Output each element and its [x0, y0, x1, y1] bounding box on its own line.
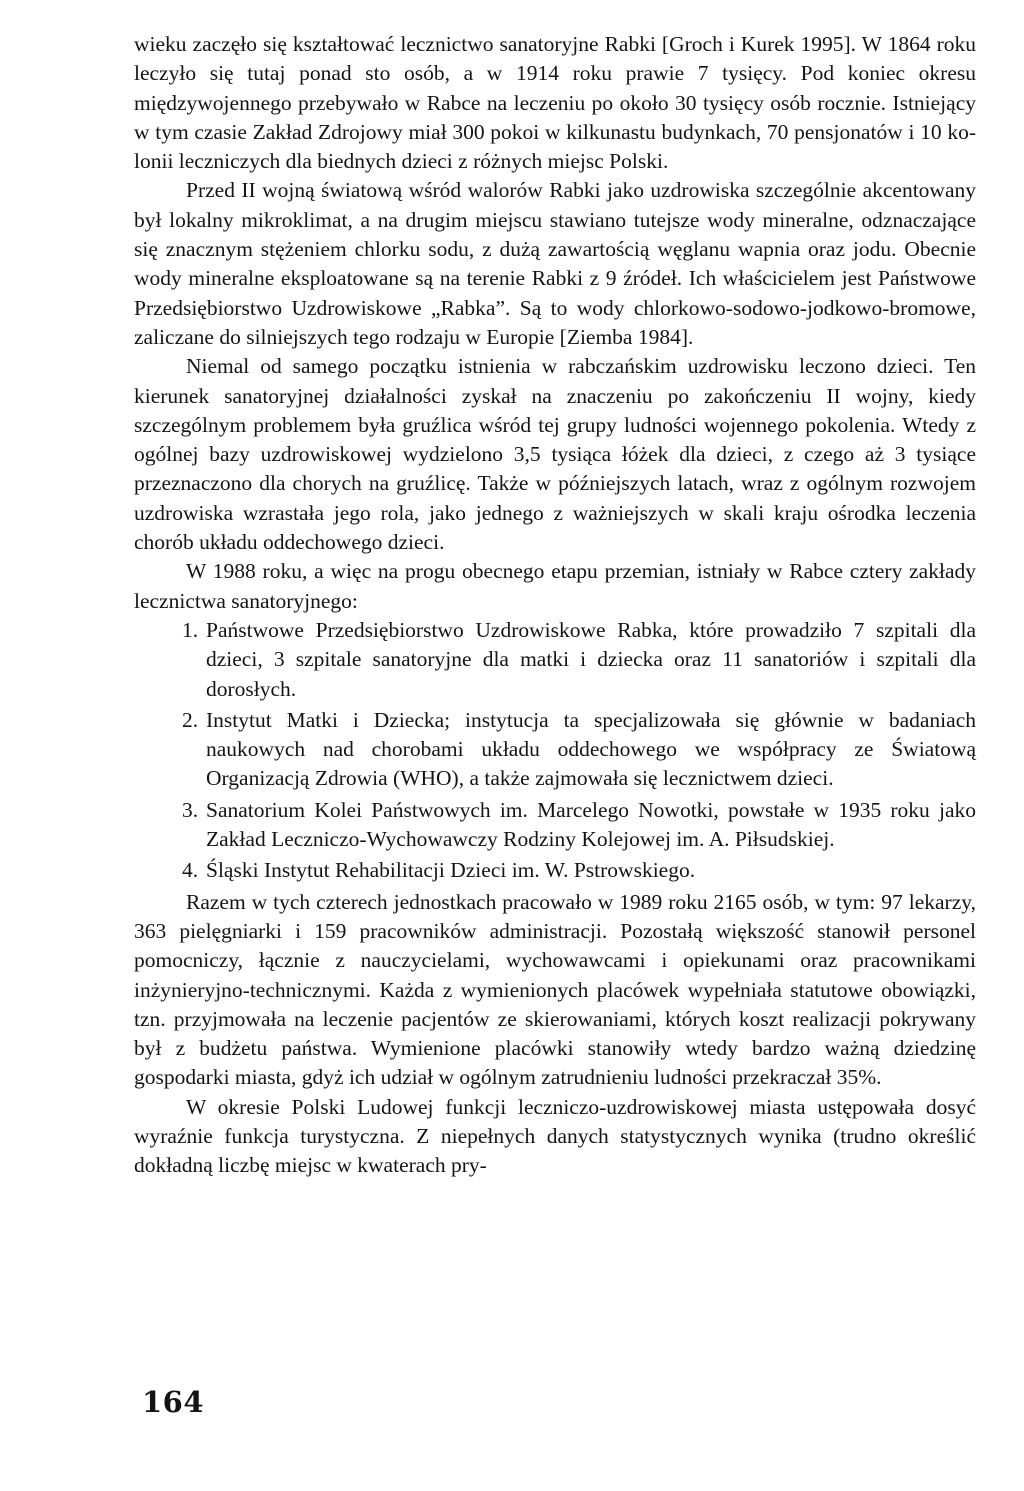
institutions-list — [134, 616, 976, 886]
paragraph-continuation: wieku zaczęło się kształtować lecznictwo sanatoryjne Rabki [Groch i Kurek 1995]. W 1864 roku leczyło się tutaj ponad sto osób, a w 1914 roku prawie 7 tysięcy. Pod koniec okresu międzywojennego przebywało w Rabce na leczeniu po około 30 tysięcy osób rocznie. Istniejący w tym czasie Zakład Zdrojowy miał 300 pokoi w kilkunastu budynkach, 70 pensjonatów i 10 kolonii leczniczych dla biednych dzieci z różnych miejsc Polski. — [134, 32, 976, 174]
body-text — [134, 30, 976, 1181]
page-number: 164 — [142, 1385, 205, 1419]
paragraph-employment: Razem w tych czterech jednostkach pracowało w 1989 roku 2165 osób, w tym: 97 lekarzy, 363 pielęgniarki i 159 pracowników administracji. Pozostałą większość stanowił personel pomocniczy, łącznie z nauczycielami, wychowawcami i opiekunami oraz pracownikami inżynieryjno-technicznymi. Każda z wymienionych placówek wypełniała statutowe obowiązki, tzn. przyjmowała na leczenie pacjentów ze skierowaniami, których koszt realizacji pokrywany był z budżetu państwa. Wymienione placówki stanowiły wtedy bardzo ważną dziedzinę gospodarki miasta, gdyż ich udział w ogólnym zatrudnieniu ludności przekraczał 35%. — [134, 889, 976, 1090]
list-item — [134, 856, 976, 885]
list-item-number: 4. — [182, 858, 199, 883]
list-item — [134, 796, 976, 855]
list-item-number: 1. — [182, 617, 199, 642]
list-item-number: 3. — [182, 797, 199, 822]
paragraph-children-treatment: Niemal od samego początku istnienia w rabczańskim uzdrowisku leczono dzieci. Ten kierunek sanatoryjnej działalności zyskał na znaczeniu po zakończeniu II wojny, kiedy szczególnym problemem była gruźlica wśród tej grupy ludności wojennego pokolenia. Wtedy z ogólnej bazy uzdrowiskowej wydzielono 3,5 tysiąca łóżek dla dzieci, z czego aż 3 tysiące przeznaczono dla chorych na gruźlicę. Także w późniejszych latach, wraz z ogólnym rozwojem uzdrowiska wzrastała jego rola, jako jednego z ważniejszych w skali kraju ośrodka leczenia chorób układu oddechowego dzieci. — [134, 354, 976, 555]
list-item-text: Państwowe Przedsiębiorstwo Uzdrowiskowe Rabka, które prowadziło 7 szpitali dla dzieci, 3 szpitale sanatoryjne dla matki i dziecka oraz 11 sanatoriów i szpitali dla dorosłych. — [206, 617, 976, 701]
list-item-number: 2. — [182, 707, 199, 732]
paragraph-list-intro: W 1988 roku, a więc na progu obecnego etapu przemian, istniały w Rabce cztery zakłady lecznictwa sanatoryjnego: — [134, 559, 976, 613]
paragraph-mineral-waters: Przed II wojną światową wśród walorów Rabki jako uzdrowiska szczególnie akcentowany był lokalny mikroklimat, a na drugim miejscu stawiano tutejsze wody mineralne, odznaczające się znacznym stężeniem chlorku sodu, z dużą zawartością węglanu wapnia oraz jodu. Obecnie wody mineralne eksploatowane są na terenie Rabki z 9 źródeł. Ich właścicielem jest Państwowe Przedsiębiorstwo Uzdrowiskowe „Rabka”. Są to wody chlorkowo-sodowo-jodkowo-bromowe, zaliczane do silniejszych tego rodzaju w Europie [Ziemba 1984]. — [134, 178, 976, 349]
list-item-text: Instytut Matki i Dziecka; instytucja ta specjalizowała się głównie w badaniach naukowych nad chorobami układu oddechowego we współpracy ze Światową Organizacją Zdrowia (WHO), a także zajmowała się lecznictwem dzieci. — [206, 707, 976, 791]
list-item — [134, 616, 976, 704]
list-item-text: Sanatorium Kolei Państwowych im. Marcelego Nowotki, powstałe w 1935 roku jako Zakład Leczniczo-Wychowawczy Rodziny Kolejowej im. A. Piłsudskiej. — [206, 797, 976, 852]
paragraph-tourism: W okresie Polski Ludowej funkcji leczniczo-uzdrowiskowej miasta ustępowała dosyć wyraźnie funkcja turystyczna. Z niepełnych danych statystycznych wynika (trudno określić dokładną liczbę miejsc w kwaterach pry- — [134, 1094, 976, 1178]
list-item — [134, 706, 976, 794]
list-item-text: Śląski Instytut Rehabilitacji Dzieci im. W. Pstrowskiego. — [206, 858, 696, 883]
